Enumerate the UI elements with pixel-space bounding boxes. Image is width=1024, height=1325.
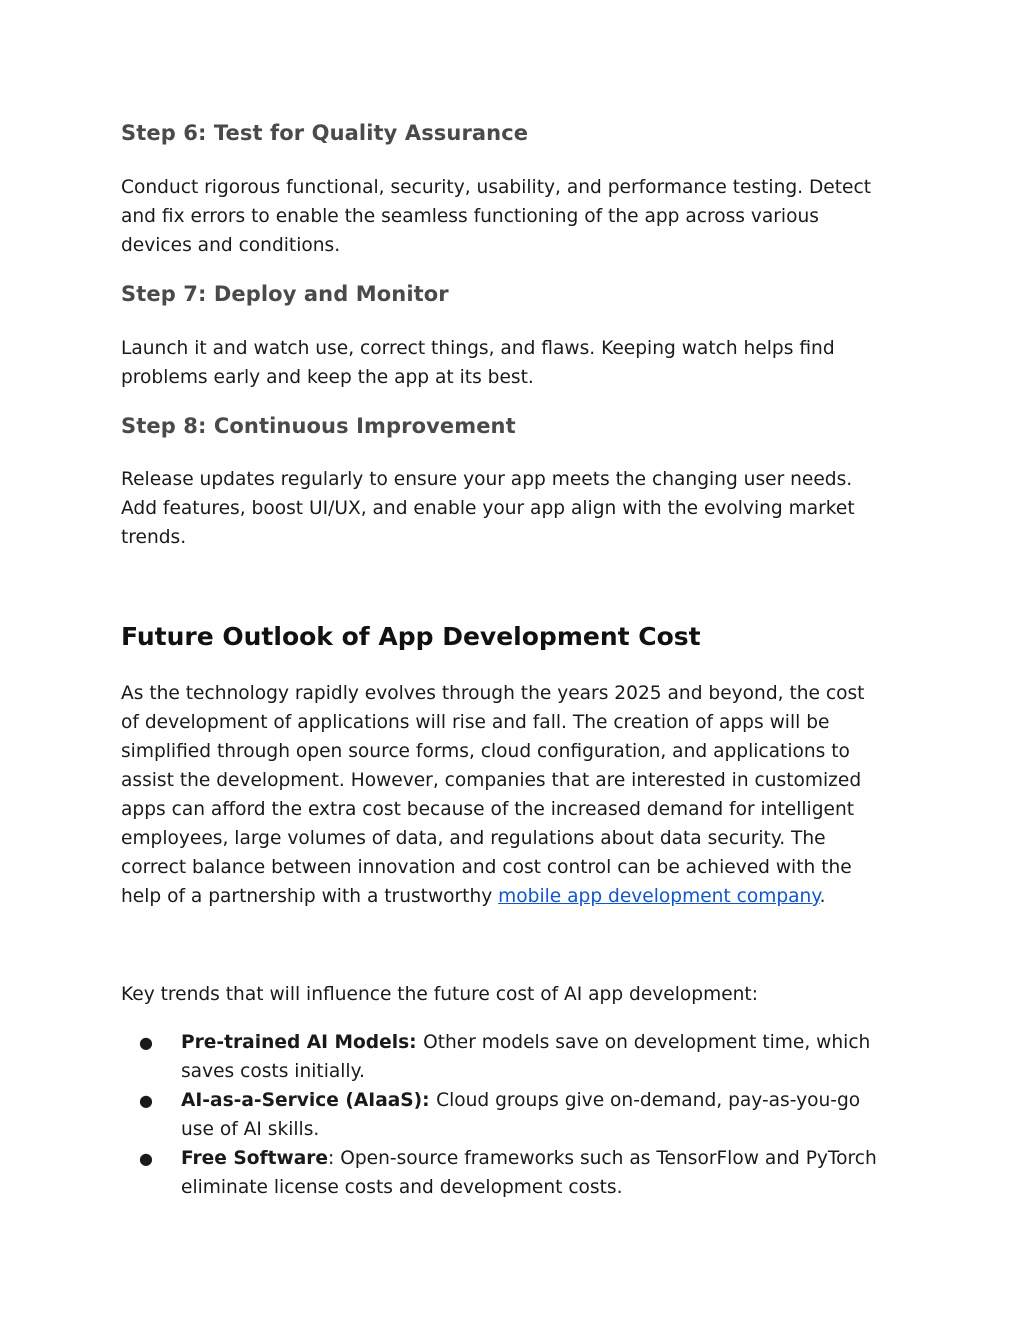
step8-body <box>121 465 911 552</box>
step6-line-2: and fix errors to enable the seamless functioning of the app across various <box>121 206 819 227</box>
future-line-6: employees, large volumes of data, and regulations about data security. The <box>121 828 826 849</box>
future-outlook-heading: Future Outlook of App Development Cost <box>121 622 701 651</box>
step7-body <box>121 334 911 392</box>
future-line-4: assist the development. However, companies that are interested in customized <box>121 770 862 791</box>
bullet-text-line-1: Cloud groups give on-demand, pay-as-you-go <box>436 1090 861 1111</box>
list-item <box>121 1028 911 1086</box>
bullet-text-line-1: Other models save on development time, which <box>423 1032 871 1053</box>
future-line-3: simplified through open source forms, cloud configuration, and applications to <box>121 741 850 762</box>
step7-line-1: Launch it and watch use, correct things, and flaws. Keeping watch helps find <box>121 338 835 359</box>
bullet-icon: ● <box>139 1033 153 1052</box>
list-item <box>121 1144 911 1202</box>
step7-heading: Step 7: Deploy and Monitor <box>121 282 449 306</box>
step6-line-3: devices and conditions. <box>121 235 341 256</box>
future-line-5: apps can afford the extra cost because of the increased demand for intelligent <box>121 799 855 820</box>
list-item <box>121 1086 911 1144</box>
future-line-8-suffix: . <box>819 886 826 907</box>
future-line-2: of development of applications will rise and fall. The creation of apps will be <box>121 712 830 733</box>
step8-line-2: Add features, boost UI/UX, and enable your app align with the evolving market <box>121 498 855 519</box>
mobile-app-development-company-link[interactable]: mobile app development company <box>498 886 820 907</box>
step6-line-1: Conduct rigorous functional, security, usability, and performance testing. Detect <box>121 177 871 198</box>
step6-body <box>121 173 911 260</box>
step6-heading: Step 6: Test for Quality Assurance <box>121 121 529 145</box>
bullet-icon: ● <box>139 1091 153 1110</box>
bullet-icon: ● <box>139 1149 153 1168</box>
bullet-term: Pre-trained AI Models: <box>181 1032 424 1053</box>
bullet-text-line-2: eliminate license costs and development costs. <box>181 1177 623 1198</box>
bullet-term: Free Software <box>181 1148 329 1169</box>
step8-line-3: trends. <box>121 527 187 548</box>
future-line-1: As the technology rapidly evolves through the years 2025 and beyond, the cost <box>121 683 865 704</box>
trends-list <box>121 1028 911 1202</box>
trends-intro: Key trends that will influence the future cost of AI app development: <box>121 984 758 1005</box>
future-line-7: correct balance between innovation and cost control can be achieved with the <box>121 857 852 878</box>
future-outlook-body <box>121 679 911 911</box>
step7-line-2: problems early and keep the app at its best. <box>121 367 534 388</box>
step8-heading: Step 8: Continuous Improvement <box>121 414 516 438</box>
step8-line-1: Release updates regularly to ensure your app meets the changing user needs. <box>121 469 853 490</box>
bullet-text-line-2: use of AI skills. <box>181 1119 320 1140</box>
bullet-text-line-2: saves costs initially. <box>181 1061 365 1082</box>
bullet-text-line-1: : Open-source frameworks such as TensorFlow and PyTorch <box>328 1148 877 1169</box>
bullet-term: AI-as-a-Service (AIaaS): <box>181 1090 437 1111</box>
future-line-8-prefix: help of a partnership with a trustworthy <box>121 886 499 907</box>
